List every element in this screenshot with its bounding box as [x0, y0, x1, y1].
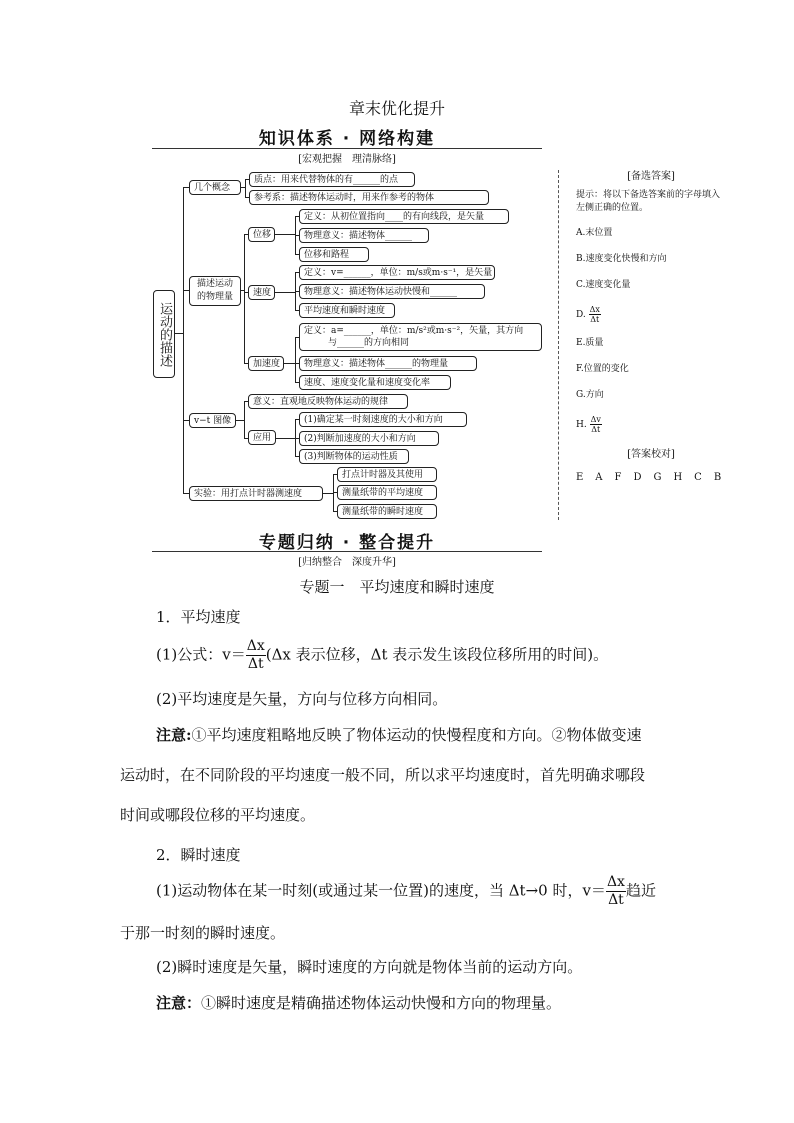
mindmap-exp1: 打点计时器及其使用 [337, 467, 437, 482]
paragraph: (2)平均速度是矢量，方向与位移方向相同。 [156, 690, 448, 708]
section-title-knowledge: 知识体系 · 网络构建 [258, 129, 436, 149]
mindmap-experiment: 实验：用打点计时器测速度 [189, 486, 323, 501]
answers-hint: 提示：将以下备选答案前的字母填入左侧正确的位置。 [576, 190, 721, 213]
mindmap-vt: v−t 图像 [189, 413, 236, 428]
mindmap-vel-def: 定义：v=______，单位：m/s或m·s⁻¹，是矢量 [299, 265, 495, 280]
mindmap-vt-a1: (1)确定某一时刻速度的大小和方向 [299, 412, 467, 427]
dashed-divider [558, 170, 559, 520]
answers-check-title: [答案校对] [627, 449, 675, 460]
mindmap-particle: 质点：用来代替物体的有______的点 [249, 172, 415, 187]
mindmap-vel-avg: 平均速度和瞬时速度 [299, 303, 395, 318]
paragraph: 时间或哪段位移的平均速度。 [120, 806, 316, 824]
mindmap-acc-compare: 速度、速度变化量和速度变化率 [299, 375, 451, 390]
mindmap-vt-a3: (3)判断物体的运动性质 [299, 449, 409, 464]
heading-instant-speed: 2．瞬时速度 [156, 846, 241, 864]
answer-d: D. $\frac{\Delta x}{\Delta t}$ [576, 305, 600, 324]
fraction: $\frac{\Delta x}{\Delta t}$ [246, 638, 265, 672]
mindmap-root: 运动的描述 [153, 290, 175, 378]
paragraph: (1)运动物体在某一时刻(或通过某一位置)的速度，当 Δt→0 时，v＝ $\frac{\Delta x}{\Delta t}$ 趋近 [156, 874, 656, 908]
mindmap-concepts: 几个概念 [189, 180, 241, 195]
mindmap-velocity: 速度 [248, 285, 275, 300]
mindmap-describe: 描述运动的物理量 [189, 276, 241, 306]
fraction: $\frac{\Delta x}{\Delta t}$ [606, 874, 625, 908]
mindmap-vel-meaning: 物理意义：描述物体运动快慢和______ [299, 284, 485, 299]
mindmap-vt-apply: 应用 [248, 430, 276, 445]
answer-panel [576, 170, 726, 484]
note-paragraph: 注意:①平均速度粗略地反映了物体运动的快慢程度和方向。②物体做变速 [156, 726, 642, 744]
paragraph: 运动时，在不同阶段的平均速度一般不同，所以求平均速度时，首先明确求哪段 [120, 766, 646, 784]
answer-f: F.位置的变化 [576, 364, 629, 374]
answer-h: H. $\frac{\Delta v}{\Delta t}$ [576, 415, 601, 434]
heading-average-speed: 1．平均速度 [156, 608, 241, 626]
mindmap-acc-meaning: 物理意义：描述物体______的物理量 [299, 356, 477, 371]
mindmap-disp-meaning: 物理意义：描述物体______ [299, 228, 429, 243]
fraction: $\frac{\Delta v}{\Delta t}$ [590, 415, 601, 434]
answer-g: G.方向 [576, 390, 604, 400]
paragraph: 于那一时刻的瞬时速度。 [120, 924, 286, 942]
formula-paragraph: (1)公式：v＝ $\frac{\Delta x}{\Delta t}$ (Δx 表示位移，Δt 表示发生该段位移所用的时间)。 [156, 638, 609, 672]
mindmap-reference: 参考系：描述物体运动时，用来作参考的物体 [249, 190, 489, 205]
mindmap-acceleration: 加速度 [248, 356, 284, 371]
mindmap-acc-def [299, 323, 542, 351]
acc-def-line1: 定义：a=______，单位：m/s²或m·s⁻²，矢量，其方向 [304, 326, 524, 336]
answers-check: E A F D G H C B [576, 472, 723, 483]
acc-def-line2: 与______的方向相同 [328, 338, 410, 348]
section-title-summary: 专题归纳 · 整合提升 [258, 533, 436, 553]
note-paragraph: 注意：①瞬时速度是精确描述物体运动快慢和方向的物理量。 [156, 994, 562, 1012]
mindmap-vt-a2: (2)判断加速度的大小和方向 [299, 431, 439, 446]
answer-a: A.末位置 [576, 228, 613, 238]
divider [152, 148, 542, 149]
fraction: $\frac{\Delta x}{\Delta t}$ [589, 305, 600, 324]
answer-c: C.速度变化量 [576, 280, 631, 290]
chapter-title: 章末优化提升 [348, 99, 445, 118]
mindmap-disp-path: 位移和路程 [299, 247, 369, 262]
mindmap-exp3: 测量纸带的瞬时速度 [337, 504, 437, 519]
mindmap-displacement: 位移 [248, 227, 275, 242]
topic-title: 专题一 平均速度和瞬时速度 [299, 578, 495, 596]
answers-title: [备选答案] [627, 171, 675, 182]
divider [152, 551, 542, 552]
answer-e: E.质量 [576, 338, 604, 348]
section-subtitle-summary: [归纳整合 深度升华] [298, 557, 396, 568]
mindmap-vt-meaning: 意义：直观地反映物体运动的规律 [248, 394, 408, 409]
answer-b: B.速度变化快慢和方向 [576, 254, 667, 264]
mindmap-disp-def: 定义：从初位置指向____的有向线段，是矢量 [299, 209, 509, 224]
paragraph: (2)瞬时速度是矢量，瞬时速度的方向就是物体当前的运动方向。 [156, 958, 583, 976]
mindmap-exp2: 测量纸带的平均速度 [337, 485, 437, 500]
section-subtitle-knowledge: [宏观把握 理清脉络] [298, 154, 396, 165]
